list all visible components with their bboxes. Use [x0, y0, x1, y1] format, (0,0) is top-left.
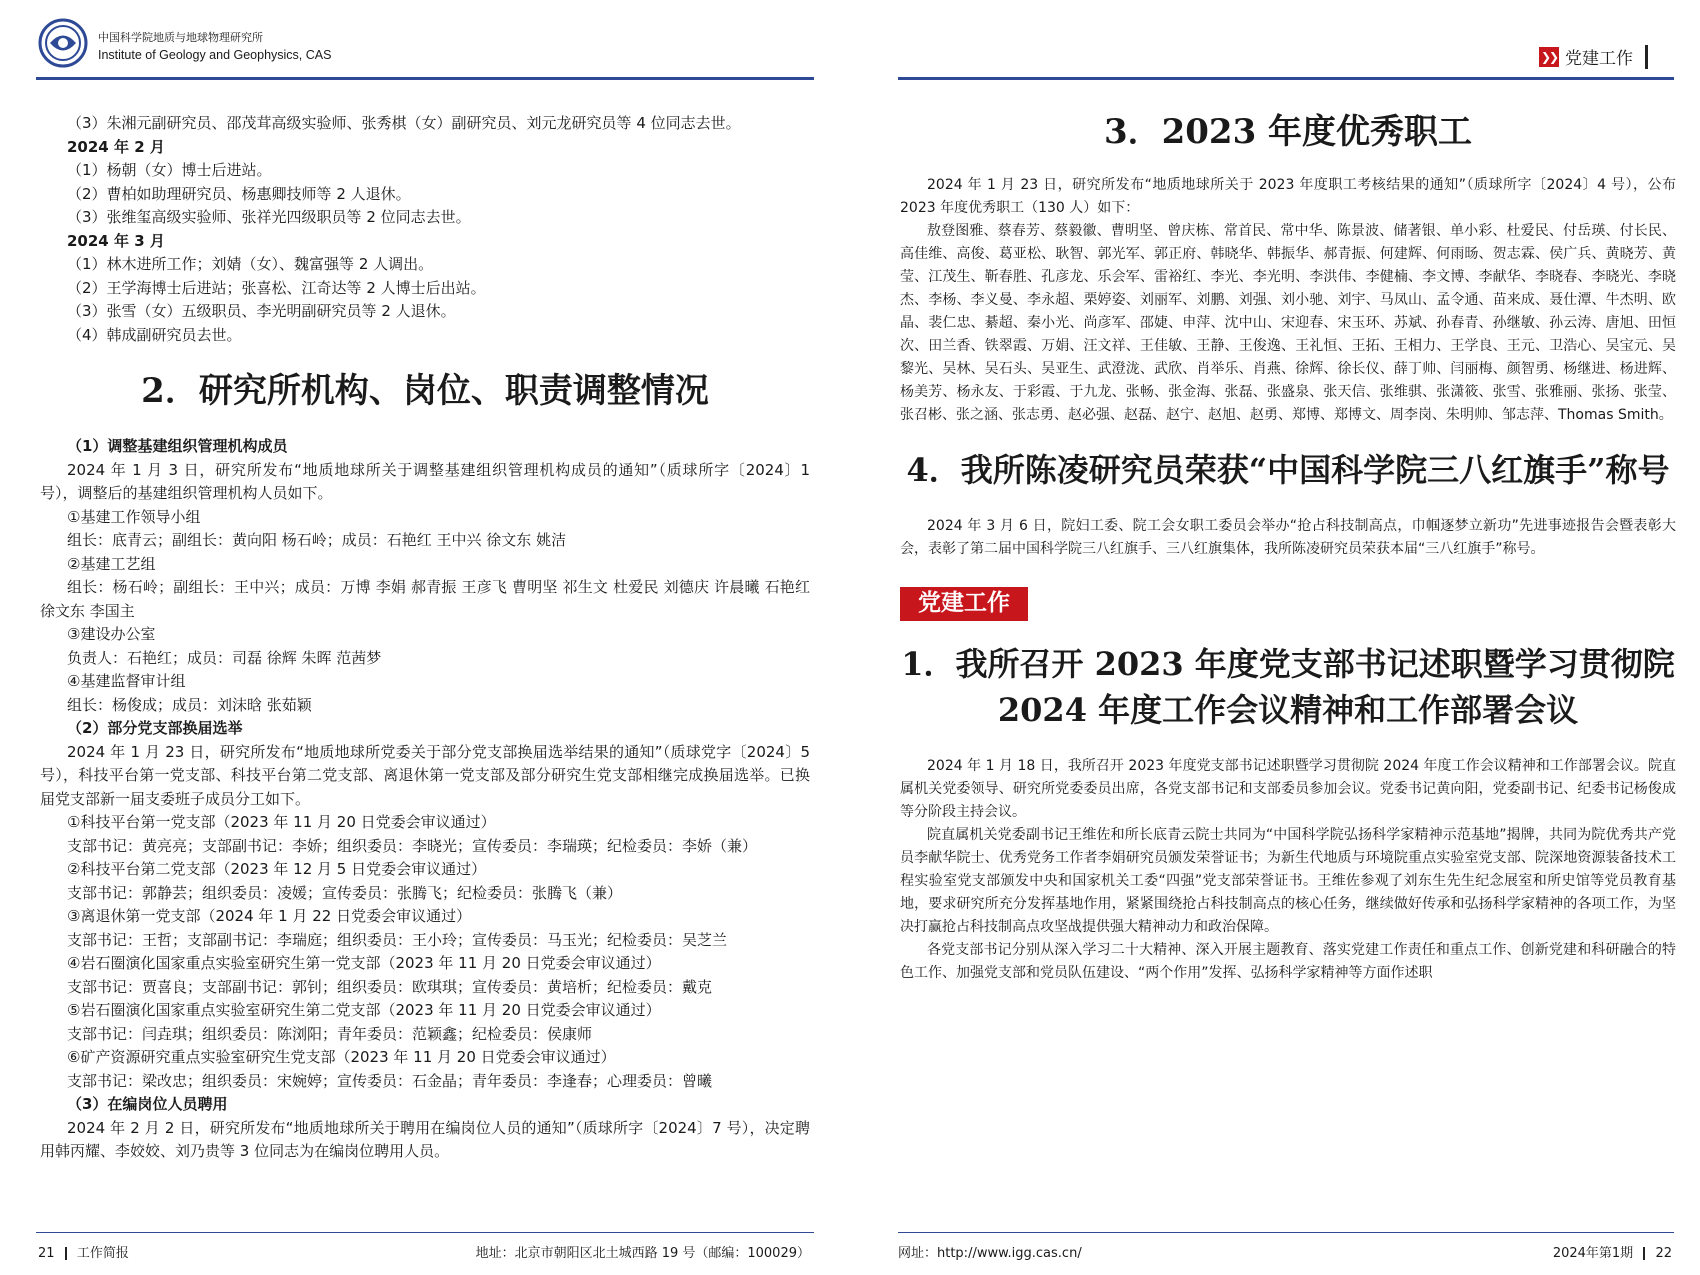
paragraph: 2024 年 3 月 6 日，院妇工委、院工会女职工委员会举办“抢占科技制高点，巾帼逐梦立新功”先进事迹报告会暨表彰大会，表彰了第二届中国科学院三八红旗手、三八红旗集体，我所陈凌研究员荣获本届“三八红旗手”称号。	[900, 518, 1676, 557]
subsection-heading: （2）部分党支部换届选举	[67, 719, 243, 737]
text-line: （3）张维玺高级实验师、张祥光四级职员等 2 位同志去世。	[67, 208, 471, 226]
footer-rule	[36, 1232, 814, 1233]
paragraph: 2024 年 1 月 18 日，我所召开 2023 年度党支部书记述职暨学习贯彻院 2024 年度工作会议精神和工作部署会议。院直属机关党委领导、研究所党委委员出席，各党支部书记和支部委员参加会议。党委书记黄向阳，党委副书记、纪委书记杨俊成等分阶段主持会议。	[900, 757, 1676, 820]
text-line: 组长：底青云；副组长：黄向阳 杨石岭；成员：石艳红 王中兴 徐文东 姚洁	[67, 531, 567, 549]
header-rule	[36, 77, 814, 80]
text-line: 支部书记：黄亮亮；支部副书记：李娇；组织委员：李晓光；宣传委员：李瑞瑛；纪检委员：李娇（兼）	[67, 836, 758, 855]
text-line: ④基建监督审计组	[67, 672, 186, 690]
page-number: 22	[1655, 1246, 1672, 1261]
party-building-title: 1．我所召开 2023 年度党支部书记述职暨学习贯彻院 2024 年度工作会议精神和工作部署会议	[901, 644, 1675, 729]
text-line: （2）曹柏如助理研究员、杨惠卿技师等 2 人退休。	[67, 184, 411, 203]
text-line: ③建设办公室	[67, 625, 156, 643]
month-heading: 2024 年 3 月	[67, 231, 165, 250]
institute-name	[98, 30, 331, 64]
paragraph: 2024 年 1 月 23 日，研究所发布“地质地球所党委关于部分党支部换届选举结果的通知”（质球党字〔2024〕5 号），科技平台第一党支部、科技平台第二党支部、离退休第一党支部及部分研究生党支部相继完成换届选举。已换届党支部新一届支委班子成员分工如下。	[40, 742, 810, 808]
paragraph: 组长：杨石岭；副组长：王中兴；成员：万博 李娟 郝青振 王彦飞 曹明坚 祁生文 杜爱民 刘德庆 许晨曦 石艳红 徐文东 李国主	[40, 578, 810, 620]
text-line: ②科技平台第二党支部（2023 年 12 月 5 日党委会审议通过）	[67, 860, 487, 878]
header-rule	[898, 77, 1674, 80]
section-title-4: 4．我所陈凌研究员荣获“中国科学院三八红旗手”称号	[906, 451, 1670, 489]
footer-rule	[898, 1232, 1674, 1233]
text-line: （3）张雪（女）五级职员、李光明副研究员等 2 人退休。	[67, 302, 456, 320]
text-line: （4）韩成副研究员去世。	[67, 325, 242, 344]
text-line: ④岩石圈演化国家重点实验室研究生第一党支部（2023 年 11 月 20 日党委会审议通过）	[67, 954, 661, 972]
subsection-heading: （1）调整基建组织管理机构成员	[67, 437, 288, 455]
paragraph: 各党支部书记分别从深入学习二十大精神、深入开展主题教育、落实党建工作责任和重点工作、创新党建和科研融合的特色工作、加强党支部和党员队伍建设、“两个作用”发挥、弘扬科学家精神等方面作述职	[900, 941, 1676, 981]
section-label: 党建工作	[900, 587, 1028, 621]
paragraph: 2024 年 2 月 2 日，研究所发布“地质地球所关于聘用在编岗位人员的通知”（质球所字〔2024〕7 号），决定聘用韩丙耀、李姣姣、刘乃贵等 3 位同志为在编岗位聘用人员。	[40, 1118, 810, 1160]
text-line: 支部书记：梁改忠；组织委员：宋婉婷；宣传委员：石金晶；青年委员：李逢春；心理委员：曾曦	[67, 1071, 713, 1090]
paragraph: 2024 年 1 月 3 日，研究所发布“地质地球所关于调整基建组织管理机构成员的通知”（质球所字〔2024〕1 号），调整后的基建组织管理机构人员如下。	[40, 460, 810, 502]
section-tag	[1539, 44, 1648, 69]
institute-name-en: Institute of Geology and Geophysics, CAS	[98, 48, 332, 62]
month-heading: 2024 年 2 月	[67, 137, 165, 156]
section-title-3: 3．2023 年度优秀职工	[1103, 112, 1473, 152]
divider	[65, 1247, 67, 1260]
footer-left	[38, 1242, 129, 1261]
text-line: 支部书记：王哲；支部副书记：李瑞庭；组织委员：王小玲；宣传委员：马玉光；纪检委员：吴芝兰	[67, 930, 728, 949]
text-line: ①科技平台第一党支部（2023 年 11 月 20 日党委会审议通过）	[67, 813, 496, 831]
text-line: 支部书记：贾喜良；支部副书记：郭钊；组织委员：欧琪琪；宣传委员：黄培析；纪检委员：戴克	[67, 977, 713, 996]
right-page	[850, 0, 1700, 1275]
text-line: （1）杨朝（女）博士后进站。	[67, 161, 272, 179]
publication-title: 工作简报	[76, 1246, 129, 1261]
text-line: （1）林木进所工作；刘婧（女）、魏富强等 2 人调出。	[67, 255, 434, 273]
text-line: 组长：杨俊成；成员：刘沫晗 张茹颖	[67, 695, 312, 714]
paragraph: 2024 年 1 月 23 日，研究所发布“地质地球所关于 2023 年度职工考核结果的通知”（质球所字〔2024〕4 号），公布 2023 年度优秀职工（130 人）如下：	[900, 177, 1676, 216]
paragraph: 院直属机关党委副书记王维佐和所长底青云院士共同为“中国科学院弘扬科学家精神示范基地”揭牌，共同为院优秀共产党员李献华院士、优秀党务工作者李娟研究员颁发荣誉证书；为新生代地质与环境院重点实验室党支部、院深地资源装备技术工程实验室党支部颁发中央和国家机关工委“四强”党支部荣誉证书。王维佐参观了刘东生先生纪念展室和所史馆等党员教育基地，要求研究所充分发挥基地作用，紧紧围绕抢占科技制高点的核心任务，继续做好传承和弘扬科学家精神的各项工作，为坚决打赢抢占科技制高点攻坚战提供强大精神动力和政治保障。	[900, 826, 1676, 935]
text-line: 支部书记：郭静芸；组织委员：凌媛；宣传委员：张腾飞；纪检委员：张腾飞（兼）	[67, 883, 623, 902]
text-line: ⑥矿产资源研究重点实验室研究生党支部（2023 年 11 月 20 日党委会审议通过）	[67, 1048, 616, 1066]
text-line: 负责人：石艳红；成员：司磊 徐辉 朱晖 范茜梦	[67, 648, 382, 667]
subsection-heading: （3）在编岗位人员聘用	[67, 1095, 228, 1113]
text-line: （3）朱湘元副研究员、邵茂茸高级实验师、张秀棋（女）副研究员、刘元龙研究员等 4 位同志去世。	[67, 114, 741, 132]
double-chevron-icon: ❯❯	[1539, 47, 1559, 67]
text-line: ⑤岩石圈演化国家重点实验室研究生第二党支部（2023 年 11 月 20 日党委会审议通过）	[67, 1001, 661, 1019]
page-number: 21	[38, 1246, 55, 1261]
section-tag-label: 党建工作	[1565, 49, 1633, 69]
footer-right	[1553, 1242, 1672, 1261]
section-title-2: 2．研究所机构、岗位、职责调整情况	[141, 371, 709, 411]
footer-address: 地址：北京市朝阳区北土城西路 19 号（邮编：100029）	[475, 1246, 810, 1261]
text-line: 支部书记：闫垚琪；组织委员：陈浏阳；青年委员：范颖鑫；纪检委员：侯康师	[67, 1024, 593, 1043]
text-line: ②基建工艺组	[67, 554, 156, 573]
issue-label: 2024年第1期	[1552, 1246, 1634, 1261]
honoree-list: 敖登图雅、蔡春芳、蔡毅徽、曹明坚、曾庆栋、常首民、常中华、陈景波、储著银、单小彩、杜爱民、付岳瑛、付长民、高佳维、高俊、葛亚松、耿智、郭光军、郭正府、韩晓华、韩振华、郝青振、何建辉、何雨旸、贺志霖、侯广兵、黄晓芳、黄莹、江茂生、靳春胜、孔彦龙、乐会军、雷裕红、李光、李光明、李洪伟、李健楠、李文博、李献华、李晓春、李晓光、李晓杰、李杨、李义曼、李永超、栗婷姿、刘丽军、刘鹏、刘强、刘小驰、刘宇、马凤山、孟令通、苗来成、聂仕潭、牛杰明、欧晶、裴仁忠、綦超、秦小光、尚彦军、邵婕、申萍、沈中山、宋迎春、宋玉环、苏斌、孙春青、孙继敏、孙云涛、唐旭、田恒次、田兰香、铁翠霞、万娟、汪文祥、王佳敏、王静、王俊逸、王礼恒、王拓、王相力、王学良、王元、卫浩心、吴宝元、吴黎光、吴林、吴石头、吴亚生、武澄泷、武欣、肖举乐、肖燕、徐辉、徐长仪、薛丁帅、闫丽梅、颜智勇、杨继进、杨进辉、杨美芳、杨永友、于彩霞、于九龙、张畅、张金海、张磊、张盛泉、张天信、张维骐、张潇筱、张雪、张雅丽、张扬、张莹、张召彬、张之涵、张志勇、赵必强、赵磊、赵宁、赵旭、赵勇、郑博、郑博文、周李岗、朱明帅、邹志萍、Thomas Smith。	[900, 223, 1676, 423]
right-content	[900, 108, 1676, 985]
institute-name-cn: 中国科学院地质与地球物理研究所	[98, 32, 263, 44]
institute-logo-icon	[38, 18, 88, 68]
text-line: （2）王学海博士后进站；张喜松、江奇达等 2 人博士后出站。	[67, 278, 486, 297]
text-line: ①基建工作领导小组	[67, 507, 201, 526]
footer-url: 网址：http://www.igg.cas.cn/	[898, 1246, 1082, 1261]
left-content	[40, 112, 810, 1164]
divider	[1643, 1247, 1645, 1260]
divider	[1645, 45, 1648, 69]
text-line: ③离退休第一党支部（2024 年 1 月 22 日党委会审议通过）	[67, 907, 472, 925]
